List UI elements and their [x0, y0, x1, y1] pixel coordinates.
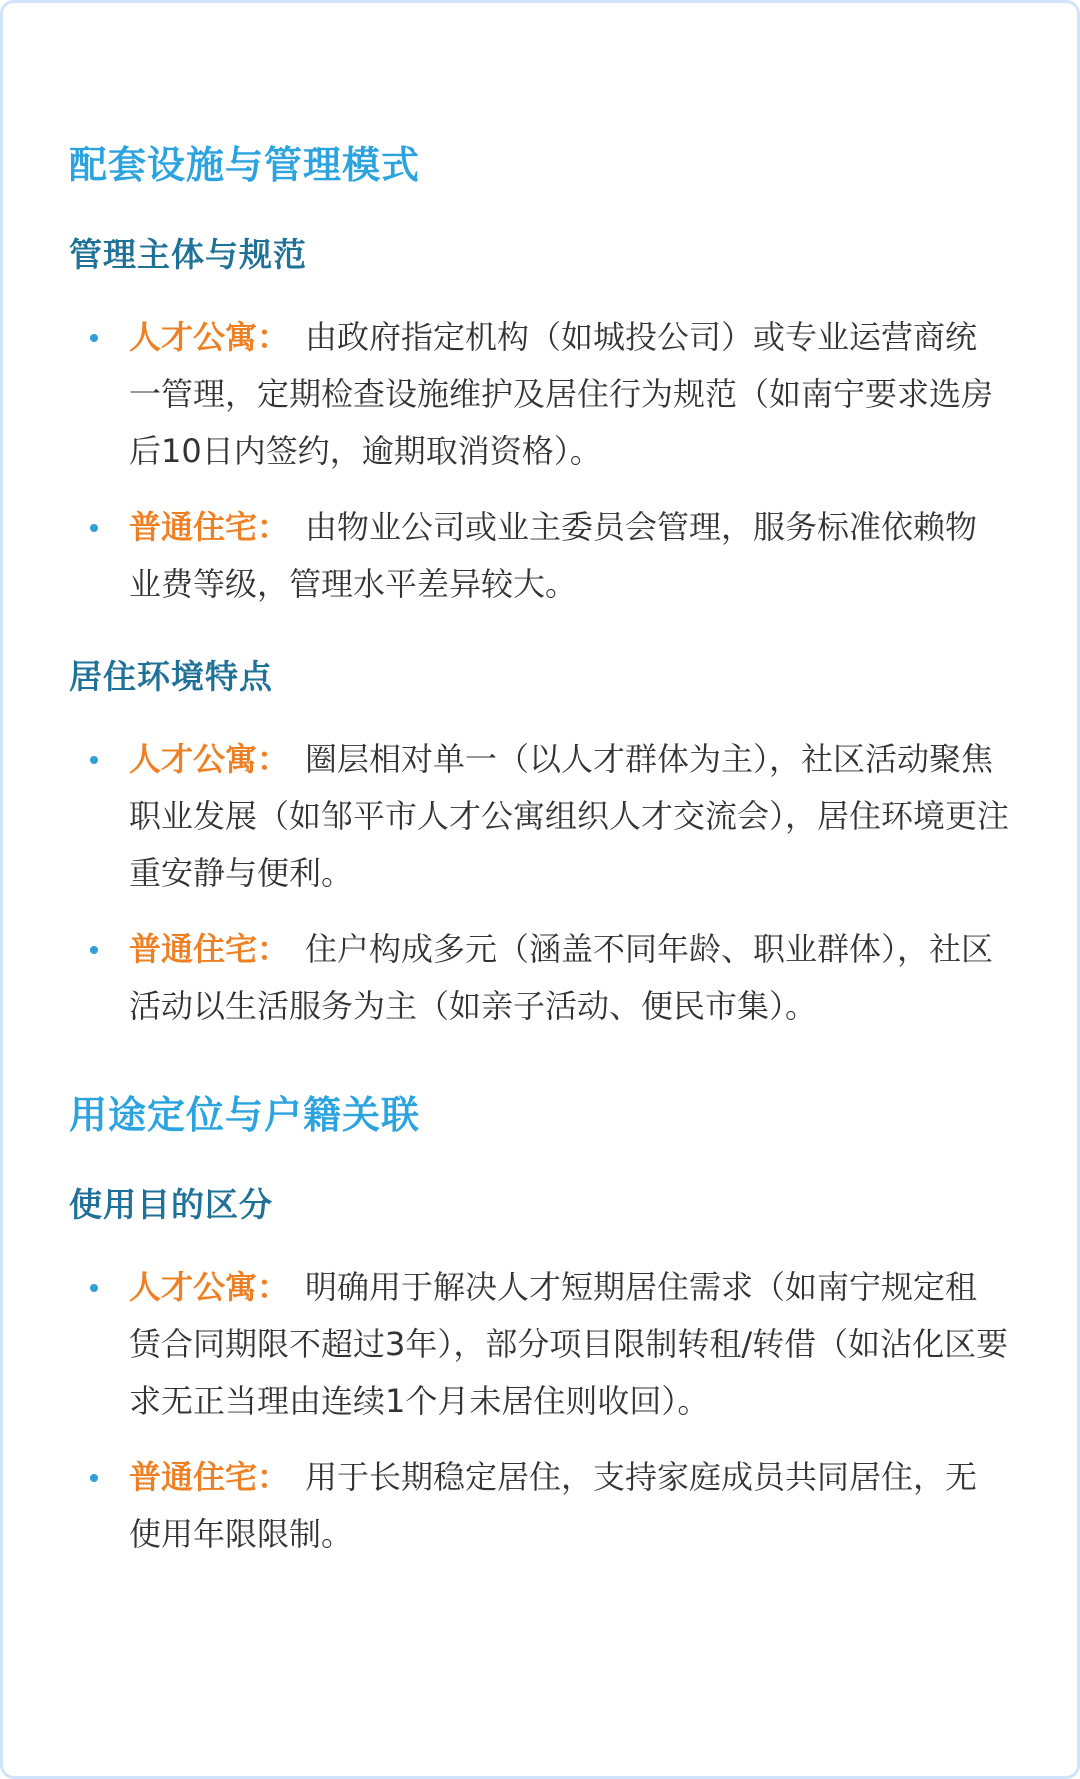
list-item: [69, 309, 1009, 480]
item-label: 人才公寓：: [129, 318, 290, 356]
item-text: 由物业公司或业主委员会管理，服务标准依赖物业费等级，管理水平差异较大。: [129, 508, 978, 603]
list-item: [69, 731, 1009, 902]
item-label: 普通住宅：: [129, 508, 290, 546]
section-title-facilities: 配套设施与管理模式: [69, 143, 421, 187]
bullet-dot-icon: [90, 1284, 98, 1292]
article-body: [69, 141, 1009, 1563]
subsection-title-environment: 居住环境特点: [69, 657, 273, 696]
bullet-dot-icon: [90, 756, 98, 764]
item-label: 人才公寓：: [129, 1268, 290, 1306]
bullet-dot-icon: [90, 946, 98, 954]
subsection-title-management: 管理主体与规范: [69, 235, 307, 274]
bullet-dot-icon: [90, 334, 98, 342]
item-text: 明确用于解决人才短期居住需求（如南宁规定租赁合同期限不超过3年），部分项目限制转租/转借（如沾化区要求无正当理由连续1个月未居住则收回）。: [129, 1268, 1009, 1420]
list-item: [69, 499, 1009, 613]
item-label: 人才公寓：: [129, 740, 290, 778]
list-item: [69, 1449, 1009, 1563]
item-text: 用于长期稳定居住，支持家庭成员共同居住，无使用年限限制。: [129, 1458, 978, 1553]
bullet-dot-icon: [90, 1474, 98, 1482]
list-item: [69, 1259, 1009, 1430]
section-title-usage: 用途定位与户籍关联: [69, 1093, 421, 1137]
bullet-list-purpose: [69, 1259, 1009, 1563]
item-text: 圈层相对单一（以人才群体为主），社区活动聚焦职业发展（如邹平市人才公寓组织人才交流会），居住环境更注重安静与便利。: [129, 740, 1010, 892]
bullet-dot-icon: [90, 524, 98, 532]
item-text: 住户构成多元（涵盖不同年龄、职业群体），社区活动以生活服务为主（如亲子活动、便民市集）。: [129, 930, 994, 1025]
item-label: 普通住宅：: [129, 930, 290, 968]
item-label: 普通住宅：: [129, 1458, 290, 1496]
bullet-list-management: [69, 309, 1009, 613]
item-text: 由政府指定机构（如城投公司）或专业运营商统一管理，定期检查设施维护及居住行为规范（如南宁要求选房后10日内签约，逾期取消资格）。: [129, 318, 994, 470]
list-item: [69, 921, 1009, 1035]
bullet-list-environment: [69, 731, 1009, 1035]
subsection-title-purpose: 使用目的区分: [69, 1185, 273, 1224]
